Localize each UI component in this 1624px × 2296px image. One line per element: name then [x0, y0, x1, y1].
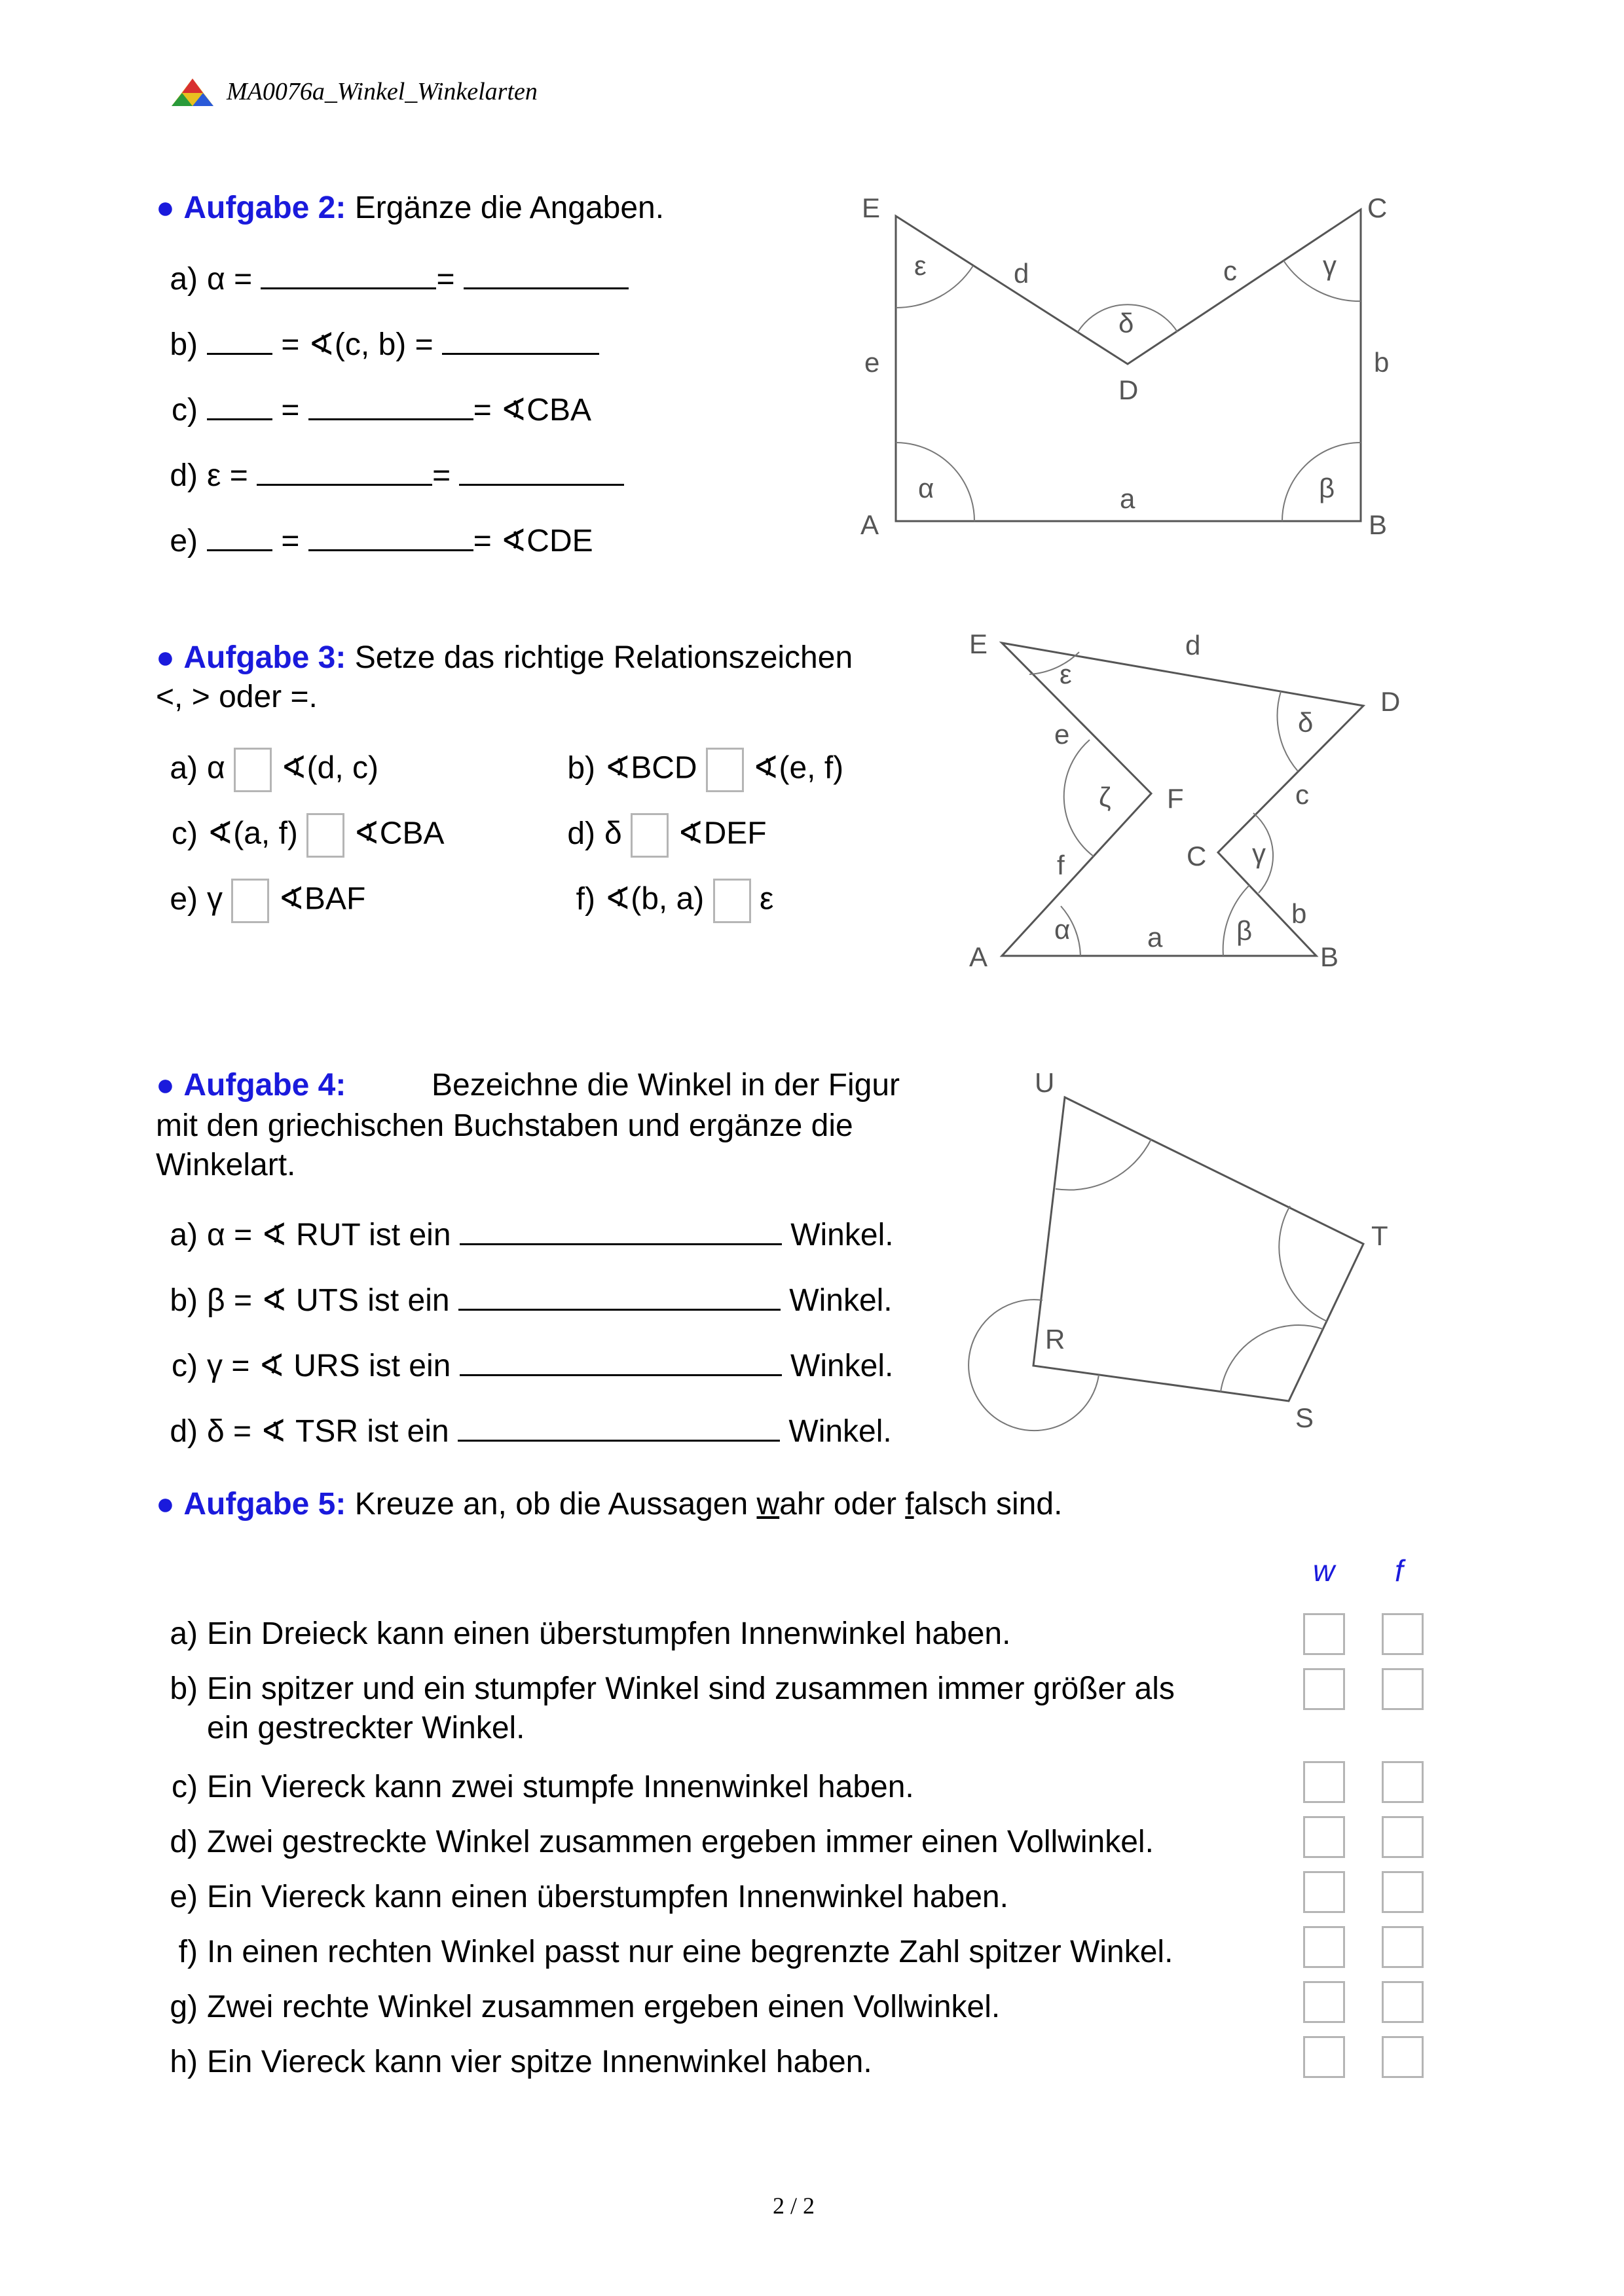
task5-item-h: [156, 2043, 872, 2082]
angle-label: β: [1236, 915, 1253, 946]
task2-instruction: Ergänze die Angaben.: [354, 191, 665, 225]
item-text: ∢DEF: [677, 816, 767, 851]
task3-item-c: [156, 813, 445, 858]
vertex-label: B: [1320, 941, 1339, 972]
task5-instruction: w: [756, 1487, 780, 1522]
item-label: e): [170, 1880, 198, 1914]
side-label: f: [1057, 850, 1065, 881]
task5-item-f: [156, 1933, 1173, 1972]
statement-text: Ein spitzer und ein stumpfer Winkel sind zusammen immer größer als: [207, 1671, 1175, 1706]
task5-label: Aufgabe 5:: [183, 1487, 346, 1522]
checkbox-falsch[interactable]: [1382, 1926, 1424, 1968]
angle-label: α: [918, 473, 934, 503]
logo-icon: [169, 76, 216, 109]
answer-blank[interactable]: [207, 324, 272, 355]
task5-heading: [156, 1485, 1062, 1524]
item-label: d): [170, 1825, 198, 1859]
angle-label: δ: [1118, 308, 1134, 338]
checkbox-falsch[interactable]: [1382, 1761, 1424, 1803]
relation-box[interactable]: [631, 813, 669, 858]
answer-blank[interactable]: [442, 324, 599, 355]
angle-label: γ: [1252, 838, 1266, 869]
item-text: ε: [759, 881, 774, 917]
item-text: Winkel.: [788, 1414, 892, 1449]
task3-instruction: Setze das richtige Relationszeichen: [354, 640, 853, 675]
angle-label: β: [1319, 473, 1335, 503]
vertex-label: S: [1295, 1402, 1314, 1433]
vertex-label: T: [1371, 1220, 1388, 1251]
side-label: d: [1014, 258, 1029, 289]
checkbox-falsch[interactable]: [1382, 1871, 1424, 1913]
item-text: Winkel.: [789, 1283, 893, 1318]
task5-item-a: [156, 1614, 1010, 1654]
bullet: ●: [156, 640, 175, 675]
task5-item-c: [156, 1768, 914, 1807]
item-label: b): [567, 750, 595, 786]
task5-item-b-cont: ein gestreckter Winkel.: [207, 1711, 525, 1745]
item-text: α = ∢ RUT ist ein: [207, 1218, 451, 1252]
item-label: d): [170, 458, 198, 493]
bullet: ●: [156, 191, 175, 225]
angle-label: γ: [1323, 250, 1337, 281]
task3-item-e: [156, 879, 365, 923]
item-text: Winkel.: [790, 1349, 894, 1383]
angle-label: ε: [1060, 659, 1072, 689]
task4-item-c: [156, 1345, 893, 1386]
item-label: h): [170, 2045, 198, 2079]
vertex-label: C: [1187, 841, 1207, 871]
item-text: ∢BAF: [278, 881, 366, 917]
angle-label: ε: [914, 250, 927, 281]
task2-figure: [845, 177, 1434, 556]
bullet: ●: [156, 1487, 175, 1522]
task2-item-d: [156, 455, 624, 496]
task2-item-e: [156, 520, 593, 561]
angle-label: δ: [1298, 707, 1314, 738]
angle-label: ζ: [1099, 782, 1111, 812]
item-text: ∢(b, a): [604, 881, 705, 917]
checkbox-wahr[interactable]: [1303, 1926, 1345, 1968]
checkbox-falsch[interactable]: [1382, 1668, 1424, 1710]
side-label: c: [1223, 255, 1237, 286]
item-label: a): [170, 262, 198, 297]
item-text: = ∢CBA: [473, 393, 591, 428]
statement-text: Ein Dreieck kann einen überstumpfen Innenwinkel haben.: [207, 1616, 1011, 1651]
item-label: f): [178, 1935, 198, 1969]
task4-instruction: Bezeichne die Winkel in der Figur: [431, 1068, 900, 1102]
item-label: a): [170, 1218, 198, 1252]
item-text: =: [281, 524, 300, 558]
checkbox-falsch[interactable]: [1382, 2036, 1424, 2078]
vertex-label: R: [1045, 1324, 1065, 1355]
task3-label: Aufgabe 3:: [183, 640, 346, 675]
angle-label: α: [1054, 914, 1071, 945]
checkbox-falsch[interactable]: [1382, 1981, 1424, 2023]
item-label: c): [172, 393, 198, 428]
item-text: =: [281, 393, 300, 428]
item-text: = ∢CDE: [473, 524, 593, 558]
task2-item-b: [156, 324, 599, 365]
answer-blank[interactable]: [207, 390, 272, 420]
item-text: γ = ∢ URS ist ein: [207, 1349, 451, 1383]
vertex-label: U: [1035, 1067, 1055, 1098]
answer-blank[interactable]: [308, 520, 473, 551]
relation-box[interactable]: [231, 879, 269, 923]
task3-item-a: [156, 748, 378, 792]
task3-heading: [156, 638, 853, 678]
answer-blank[interactable]: [261, 259, 436, 289]
side-label: a: [1147, 922, 1163, 953]
item-label: f): [576, 881, 595, 917]
side-label: d: [1185, 630, 1201, 661]
checkbox-wahr[interactable]: [1303, 1668, 1345, 1710]
answer-blank[interactable]: [458, 1280, 781, 1311]
item-label: b): [170, 1671, 198, 1706]
document-title: MA0076a_Winkel_Winkelarten: [227, 78, 538, 105]
checkbox-falsch[interactable]: [1382, 1613, 1424, 1655]
statement-text: Ein Viereck kann vier spitze Innenwinkel haben.: [207, 2045, 872, 2079]
task4-heading: [156, 1066, 900, 1105]
checkbox-falsch[interactable]: [1382, 1816, 1424, 1858]
statement-text: Ein Viereck kann zwei stumpfe Innenwinkel haben.: [207, 1770, 914, 1804]
item-label: a): [170, 750, 198, 786]
item-label: b): [170, 327, 198, 362]
answer-blank[interactable]: [460, 1214, 782, 1245]
side-label: b: [1291, 898, 1307, 929]
task3-figure: [963, 622, 1421, 982]
side-label: c: [1295, 779, 1309, 810]
statement-text: In einen rechten Winkel passt nur eine begrenzte Zahl spitzer Winkel.: [207, 1935, 1173, 1969]
item-text: ε =: [207, 458, 248, 493]
task5-instruction: Kreuze an, ob die Aussagen: [354, 1487, 757, 1522]
answer-blank[interactable]: [308, 390, 473, 420]
item-label: d): [170, 1414, 198, 1449]
task5-item-e: [156, 1878, 1008, 1917]
statement-text: Zwei rechte Winkel zusammen ergeben einen Vollwinkel.: [207, 1990, 1001, 2024]
task3-item-d: [553, 813, 767, 858]
item-text: ∢CBA: [353, 816, 445, 851]
statement-text: Ein Viereck kann einen überstumpfen Innenwinkel haben.: [207, 1880, 1008, 1914]
item-text: =: [432, 458, 451, 493]
checkbox-wahr[interactable]: [1303, 1613, 1345, 1655]
item-text: ∢(d, c): [280, 750, 378, 786]
item-text: α =: [207, 262, 253, 297]
task2-item-c: [156, 390, 591, 430]
item-text: Winkel.: [790, 1218, 894, 1252]
task5-item-d: [156, 1823, 1154, 1862]
item-label: c): [172, 816, 198, 851]
answer-blank[interactable]: [459, 455, 624, 486]
task4-label: Aufgabe 4:: [183, 1068, 346, 1102]
item-label: c): [172, 1349, 198, 1383]
item-text: = ∢(c, b) =: [281, 327, 434, 362]
item-text: ∢(e, f): [752, 750, 844, 786]
vertex-label: E: [862, 192, 881, 223]
task5-instruction: alsch sind.: [913, 1487, 1063, 1522]
task3-instruction-cont: <, > oder =.: [156, 680, 318, 714]
item-text: γ: [207, 881, 223, 917]
item-label: c): [172, 1770, 198, 1804]
item-text: ∢BCD: [604, 750, 697, 786]
vertex-label: B: [1369, 509, 1388, 540]
task4-figure: [956, 1054, 1428, 1434]
vertex-label: A: [969, 941, 988, 972]
task4-item-d: [156, 1411, 892, 1451]
task5-instruction: ahr oder: [779, 1487, 906, 1522]
statement-text: Zwei gestreckte Winkel zusammen ergeben immer einen Vollwinkel.: [207, 1825, 1154, 1859]
vertex-label: F: [1167, 783, 1184, 814]
task2-item-a: [156, 259, 629, 299]
item-label: e): [170, 524, 198, 558]
relation-box[interactable]: [713, 879, 751, 923]
side-label: e: [1054, 719, 1070, 750]
item-label: d): [567, 816, 595, 851]
task3-item-b: [553, 748, 843, 792]
item-label: e): [170, 881, 198, 917]
side-label: a: [1120, 483, 1135, 514]
answer-blank[interactable]: [460, 1345, 782, 1376]
vertex-label: D: [1118, 374, 1139, 405]
item-text: =: [436, 262, 455, 297]
relation-box[interactable]: [706, 748, 744, 792]
task2-label: Aufgabe 2:: [183, 191, 346, 225]
item-text: α: [207, 750, 225, 786]
page-number: 2 / 2: [773, 2193, 815, 2219]
answer-blank[interactable]: [458, 1411, 780, 1442]
task4-item-a: [156, 1214, 894, 1255]
item-text: ∢(a, f): [207, 816, 298, 851]
checkbox-wahr[interactable]: [1303, 1871, 1345, 1913]
item-text: β = ∢ UTS ist ein: [207, 1283, 450, 1318]
item-text: δ: [604, 816, 622, 851]
vertex-label: D: [1380, 686, 1401, 717]
item-text: δ = ∢ TSR ist ein: [207, 1414, 449, 1449]
item-label: a): [170, 1616, 198, 1651]
column-header-falsch: f: [1395, 1554, 1403, 1588]
checkbox-wahr[interactable]: [1303, 2036, 1345, 2078]
relation-box[interactable]: [306, 813, 344, 858]
column-header-wahr: w: [1313, 1554, 1335, 1588]
answer-blank[interactable]: [207, 520, 272, 551]
vertex-label: C: [1367, 192, 1388, 223]
bullet: ●: [156, 1068, 175, 1102]
vertex-label: A: [860, 509, 879, 540]
task2-heading: [156, 189, 664, 228]
checkbox-wahr[interactable]: [1303, 1761, 1345, 1803]
answer-blank[interactable]: [464, 259, 629, 289]
task4-instruction-3: Winkelart.: [156, 1148, 296, 1182]
item-label: g): [170, 1990, 198, 2024]
checkbox-wahr[interactable]: [1303, 1816, 1345, 1858]
task5-item-b: [156, 1669, 1175, 1709]
task3-item-f: [553, 879, 773, 923]
task5-instruction: f: [905, 1487, 914, 1522]
task4-instruction-2: mit den griechischen Buchstaben und ergänze die: [156, 1108, 853, 1143]
side-label: e: [864, 347, 880, 378]
side-label: b: [1374, 347, 1390, 378]
task4-item-b: [156, 1280, 893, 1321]
answer-blank[interactable]: [257, 455, 432, 486]
checkbox-wahr[interactable]: [1303, 1981, 1345, 2023]
relation-box[interactable]: [234, 748, 272, 792]
task5-item-g: [156, 1988, 1000, 2027]
vertex-label: E: [969, 629, 988, 659]
item-label: b): [170, 1283, 198, 1318]
